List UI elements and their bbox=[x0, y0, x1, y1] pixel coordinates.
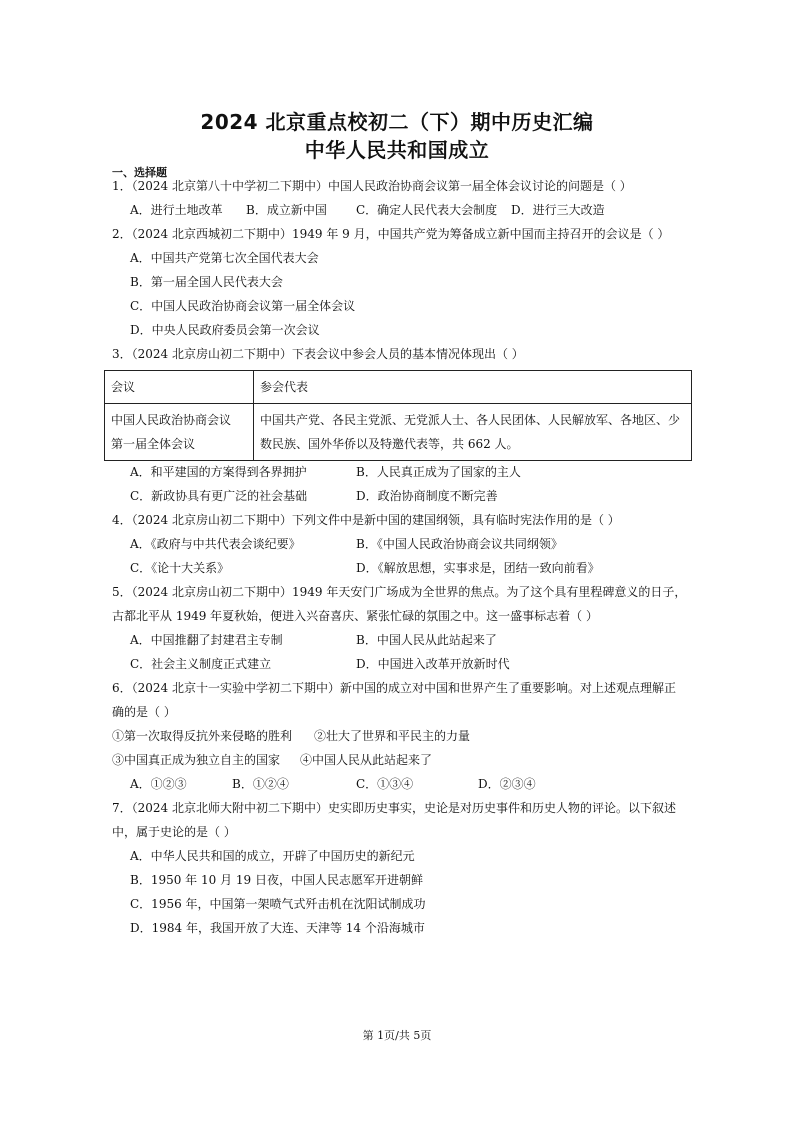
question-2-option-b: B．第一届全国人民代表大会 bbox=[130, 275, 283, 289]
question-6-option-d: D．②③④ bbox=[478, 777, 536, 791]
question-5-option-c: C．社会主义制度正式建立 bbox=[130, 657, 272, 671]
question-5-option-b: B．中国人民从此站起来了 bbox=[356, 633, 497, 647]
question-2-option-d: D．中央人民政府委员会第一次会议 bbox=[130, 323, 320, 337]
question-3-option-d: D．政治协商制度不断完善 bbox=[356, 489, 498, 503]
question-4-option-a: A．《政府与中共代表会谈纪要》 bbox=[130, 537, 301, 551]
question-2-option-a: A．中国共产党第七次全国代表大会 bbox=[130, 251, 319, 265]
question-1-option-d: D．进行三大改造 bbox=[511, 203, 605, 217]
question-1-stem: 1．（2024 北京第八十中学初二下期中）中国人民政治协商会议第一届全体会议讨论的问题是（ ） bbox=[112, 179, 632, 193]
question-7-stem: 7．（2024 北京北师大附中初二下期中）史实即历史事实，史论是对历史事件和历史人物的评论。以下叙述 bbox=[112, 801, 676, 815]
question-5-stem: 古都北平从 1949 年夏秋始，便进入兴奋喜庆、紧张忙碌的氛围之中。这一盛事标志着（ ） bbox=[112, 609, 598, 623]
question-7-option-b: B．1950 年 10 月 19 日夜，中国人民志愿军开进朝鲜 bbox=[130, 873, 423, 887]
question-6-statement-4: ④中国人民从此站起来了 bbox=[300, 753, 433, 767]
question-7-option-a: A．中华人民共和国的成立，开辟了中国历史的新纪元 bbox=[130, 849, 415, 863]
question-6-statement-3: ③中国真正成为独立自主的国家 bbox=[112, 753, 281, 767]
question-3-table bbox=[104, 370, 692, 461]
question-6-option-c: C．①③④ bbox=[356, 777, 414, 791]
cell-line: 第一届全体会议 bbox=[111, 437, 196, 451]
question-3-option-c: C．新政协具有更广泛的社会基础 bbox=[130, 489, 308, 503]
question-5-stem: 5．（2024 北京房山初二下期中）1949 年天安门广场成为全世界的焦点。为了这个具有里程碑意义的日子， bbox=[112, 585, 687, 599]
table-header-cell: 会议 bbox=[105, 371, 254, 404]
table-header-row bbox=[105, 371, 692, 404]
question-4-option-d: D．《解放思想，实事求是，团结一致向前看》 bbox=[356, 561, 600, 575]
question-1-option-c: C．确定人民代表大会制度 bbox=[356, 203, 498, 217]
question-6-stem: 确的是（ ） bbox=[112, 705, 176, 719]
page-footer: 第 1页/共 5页 bbox=[362, 1029, 432, 1042]
question-3-stem: 3．（2024 北京房山初二下期中）下表会议中参会人员的基本情况体现出（ ） bbox=[112, 347, 524, 361]
question-6-option-b: B．①②④ bbox=[232, 777, 289, 791]
question-6-statement-1: ①第一次取得反抗外来侵略的胜利 bbox=[112, 729, 293, 743]
question-6-stem: 6．（2024 北京十一实验中学初二下期中）新中国的成立对中国和世界产生了重要影响。对上述观点理解正 bbox=[112, 681, 676, 695]
question-7-stem: 中，属于史论的是（ ） bbox=[112, 825, 236, 839]
question-2-option-c: C．中国人民政治协商会议第一届全体会议 bbox=[130, 299, 356, 313]
question-3-option-a: A．和平建国的方案得到各界拥护 bbox=[130, 465, 307, 479]
question-6-option-a: A．①②③ bbox=[130, 777, 187, 791]
table-cell bbox=[254, 404, 692, 461]
question-4-option-b: B．《中国人民政治协商会议共同纲领》 bbox=[356, 537, 563, 551]
page-subtitle: 中华人民共和国成立 bbox=[304, 138, 490, 162]
question-5-option-a: A．中国推翻了封建君主专制 bbox=[130, 633, 283, 647]
cell-line: 数民族、国外华侨以及特邀代表等，共 662 人。 bbox=[260, 437, 519, 451]
question-6-statement-2: ②壮大了世界和平民主的力量 bbox=[314, 729, 471, 743]
table-row bbox=[105, 404, 692, 461]
table-cell bbox=[105, 404, 254, 461]
question-2-stem: 2．（2024 北京西城初二下期中）1949 年 9 月，中国共产党为筹备成立新中国而主持召开的会议是（ ） bbox=[112, 227, 670, 241]
table-header-cell: 参会代表 bbox=[254, 371, 692, 404]
question-1-option-a: A．进行土地改革 bbox=[130, 203, 223, 217]
page-title: 2024 北京重点校初二（下）期中历史汇编 bbox=[200, 110, 594, 134]
question-7-option-c: C．1956 年，中国第一架喷气式歼击机在沈阳试制成功 bbox=[130, 897, 426, 911]
question-3-option-b: B．人民真正成为了国家的主人 bbox=[356, 465, 521, 479]
question-4-option-c: C．《论十大关系》 bbox=[130, 561, 230, 575]
question-4-stem: 4．（2024 北京房山初二下期中）下列文件中是新中国的建国纲领，具有临时宪法作用的是（ ） bbox=[112, 513, 620, 527]
question-1-option-b: B．成立新中国 bbox=[246, 203, 327, 217]
question-7-option-d: D．1984 年，我国开放了大连、天津等 14 个沿海城市 bbox=[130, 921, 425, 935]
cell-line: 中国人民政治协商会议 bbox=[111, 413, 232, 427]
cell-line: 中国共产党、各民主党派、无党派人士、各人民团体、人民解放军、各地区、少 bbox=[260, 413, 681, 427]
section-heading: 一、选择题 bbox=[112, 166, 167, 179]
question-5-option-d: D．中国进入改革开放新时代 bbox=[356, 657, 510, 671]
